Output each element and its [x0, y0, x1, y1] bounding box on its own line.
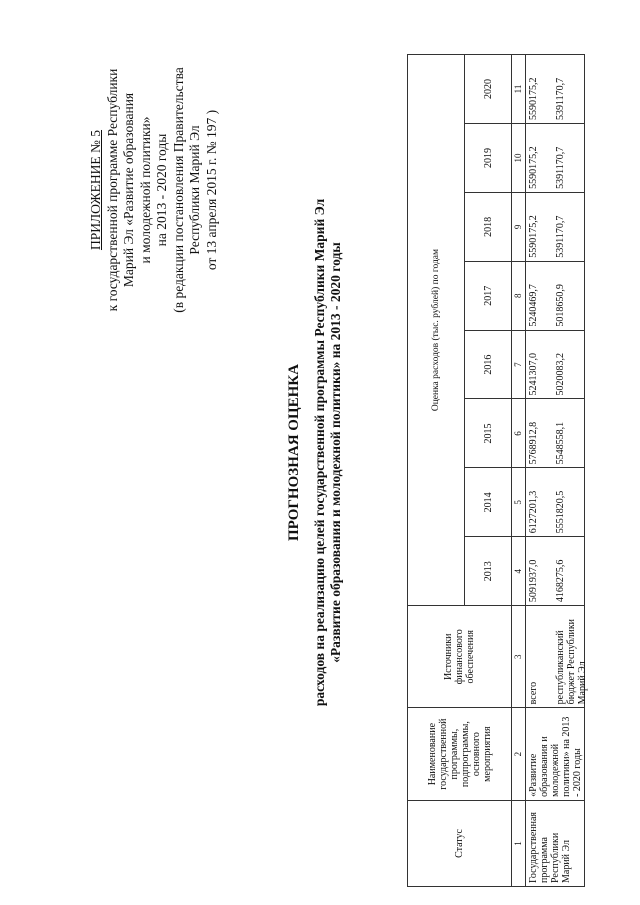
value-total: 5091937,0 — [528, 559, 539, 603]
header-year: 2018 — [465, 192, 512, 261]
header-year: 2016 — [465, 330, 512, 399]
value-total: 5768912,8 — [528, 421, 539, 465]
value-total: 5240469,7 — [528, 284, 539, 327]
column-index: 3 — [512, 606, 526, 708]
value-budget: 5391170,7 — [555, 215, 566, 258]
header-year: 2017 — [465, 261, 512, 330]
column-index: 7 — [512, 330, 526, 399]
table-row — [526, 55, 585, 887]
header-group: Оценка расходов (тыс. рублей) по годам — [408, 55, 465, 606]
year-cell — [526, 261, 585, 330]
appendix-line: Республики Марий Эл — [187, 125, 202, 255]
header-year: 2019 — [465, 124, 512, 193]
column-index: 1 — [512, 800, 526, 886]
value-budget: 5018650,9 — [555, 284, 566, 327]
header-status: Статус — [408, 800, 512, 886]
forecast-table — [407, 54, 588, 887]
column-index: 5 — [512, 468, 526, 537]
source-republican-budget: республиканский бюджет Республики Марий Эл — [555, 618, 588, 705]
appendix-line: (в редакции постановления Правительства — [170, 67, 186, 313]
header-sources: Источники финансового обеспечения — [408, 606, 512, 708]
program-status: Государственная программа Республики Марий Эл — [526, 800, 585, 886]
column-index: 10 — [512, 124, 526, 193]
appendix-line: от 13 апреля 2015 г. № 197 ) — [203, 109, 219, 271]
year-cell — [526, 124, 585, 193]
appendix-title: ПРИЛОЖЕНИЕ № 5 — [88, 129, 103, 251]
column-index: 11 — [512, 55, 526, 124]
value-budget: 5548558,1 — [555, 421, 566, 465]
document-subtitle — [312, 0, 343, 905]
appendix-block — [88, 40, 220, 340]
year-cell — [526, 537, 585, 606]
value-budget: 5020083,2 — [555, 353, 566, 396]
year-cell — [526, 192, 585, 261]
year-cell — [526, 55, 585, 124]
appendix-line: и молодежной политики» — [137, 116, 153, 264]
value-total: 5590175,2 — [528, 77, 539, 120]
column-index: 6 — [512, 399, 526, 468]
header-year: 2013 — [465, 537, 512, 606]
value-total: 6127201,3 — [528, 490, 539, 534]
value-total: 5241307,0 — [528, 353, 539, 396]
year-cell — [526, 330, 585, 399]
value-budget: 5391170,7 — [555, 146, 566, 189]
appendix-line: на 2013 - 2020 годы — [154, 133, 169, 247]
value-total: 5590175,2 — [528, 146, 539, 189]
header-year: 2014 — [465, 468, 512, 537]
column-index: 2 — [512, 708, 526, 801]
column-index: 4 — [512, 537, 526, 606]
header-year: 2015 — [465, 399, 512, 468]
value-budget: 4168275,6 — [555, 559, 566, 603]
funding-sources — [526, 606, 588, 708]
value-budget: 5391170,7 — [555, 77, 566, 120]
appendix-line: к государственной программе Республики — [104, 68, 120, 312]
column-index: 8 — [512, 261, 526, 330]
column-index: 9 — [512, 192, 526, 261]
year-cell — [526, 468, 585, 537]
value-budget: 5551820,5 — [555, 490, 566, 534]
subtitle-line-2: «Развитие образования и молодежной политики» на 2013 - 2020 годы — [327, 242, 343, 663]
year-cell — [526, 399, 585, 468]
value-total: 5590175,2 — [528, 215, 539, 258]
program-name: «Развитие образования и молодежной политики» на 2013 - 2020 годы — [526, 708, 585, 801]
header-year: 2020 — [465, 55, 512, 124]
source-total: всего — [528, 681, 539, 705]
appendix-line: Марий Эл «Развитие образования — [121, 92, 136, 288]
document-title: ПРОГНОЗНАЯ ОЦЕНКА — [286, 364, 302, 542]
subtitle-line-1: расходов на реализацию целей государственной программы Республики Марий Эл — [312, 198, 327, 707]
header-name: Наименование государственной программы, подпрограммы, основного мероприятия — [408, 708, 512, 801]
